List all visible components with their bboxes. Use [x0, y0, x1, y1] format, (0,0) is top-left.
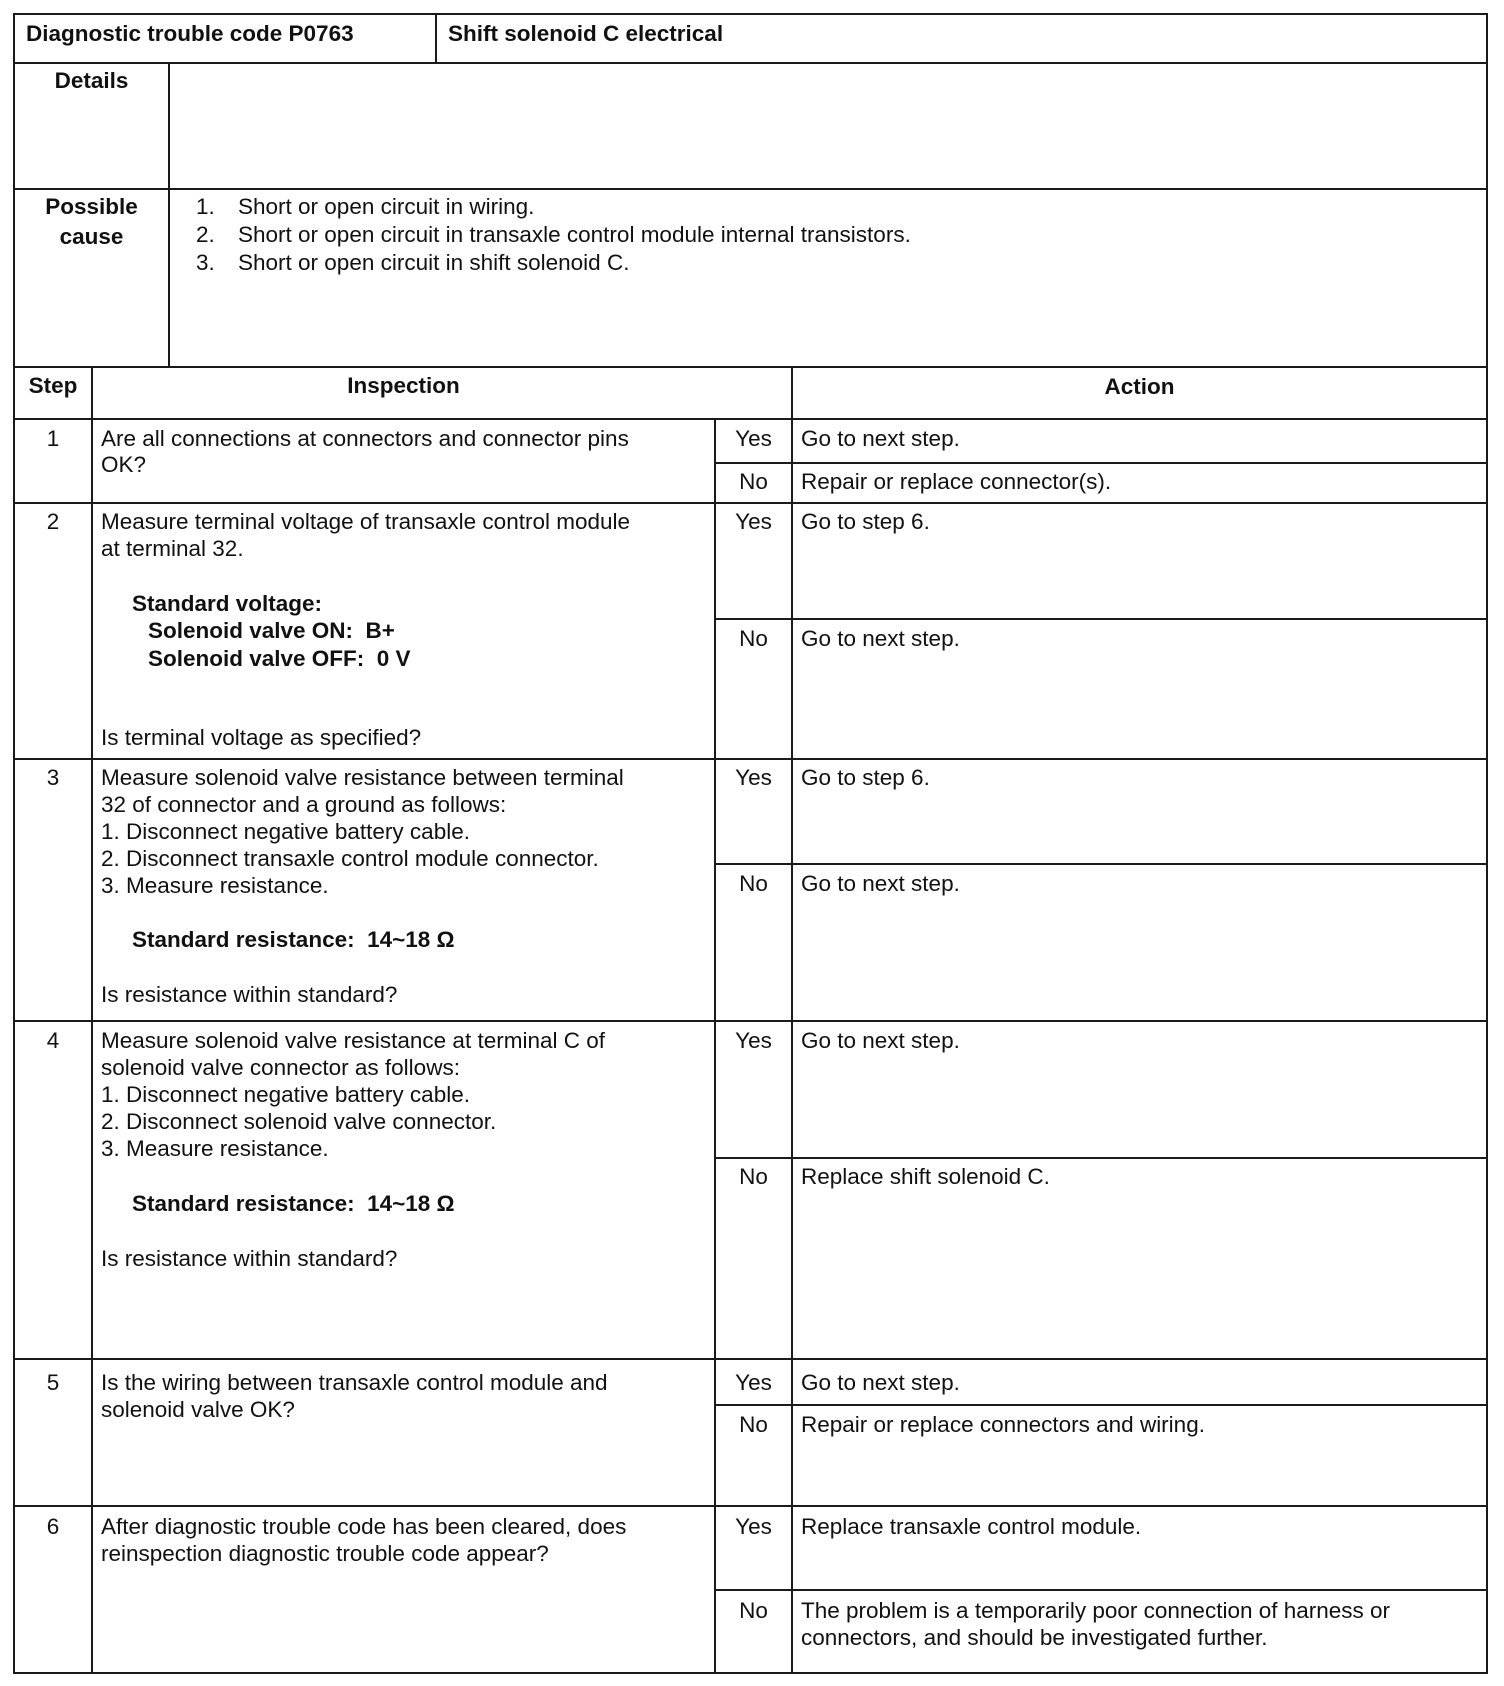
- rule-step2-mid: [714, 618, 1488, 620]
- step-inspection-line: Is the wiring between transaxle control module and: [101, 1370, 608, 1395]
- rule-action-col: [791, 366, 793, 1674]
- step-inspection-line: 2. Disconnect solenoid valve connector.: [101, 1109, 497, 1134]
- no-label: No: [739, 1164, 768, 1189]
- rule-step6-mid: [714, 1589, 1488, 1591]
- details-label: Details: [54, 68, 129, 93]
- no-label: No: [739, 469, 768, 494]
- possible-cause-label-line2: cause: [59, 224, 124, 249]
- yes-label: Yes: [735, 1514, 772, 1539]
- step-inspection-line: Are all connections at connectors and connector pins: [101, 426, 629, 451]
- column-header-inspection: Inspection: [347, 373, 460, 398]
- no-action-line: The problem is a temporarily poor connection of harness or: [801, 1598, 1391, 1623]
- step-inspection-line: OK?: [101, 452, 147, 477]
- no-action-line: connectors, and should be investigated further.: [801, 1625, 1268, 1650]
- yes-action: Go to next step.: [801, 1370, 960, 1395]
- dtc-code-label: Diagnostic trouble code P0763: [26, 21, 354, 46]
- dtc-title: Shift solenoid C electrical: [448, 21, 724, 46]
- rule-cause-bottom: [13, 366, 1488, 368]
- step-inspection-line: After diagnostic trouble code has been cleared, does: [101, 1514, 627, 1539]
- rule-step-col: [91, 366, 93, 1674]
- rule-label-divider: [168, 62, 170, 368]
- cause-item-text: Short or open circuit in wiring.: [238, 194, 535, 219]
- step-number: 4: [46, 1028, 60, 1053]
- spec-line: Standard resistance: 14~18 Ω: [132, 1191, 455, 1216]
- step-number: 3: [46, 765, 60, 790]
- step-inspection-line: Measure solenoid valve resistance between terminal: [101, 765, 624, 790]
- step-inspection-line: 32 of connector and a ground as follows:: [101, 792, 507, 817]
- rule-step3-mid: [714, 863, 1488, 865]
- rule-left: [13, 13, 15, 1674]
- rule-top: [13, 13, 1488, 15]
- yes-label: Yes: [735, 765, 772, 790]
- no-action: Replace shift solenoid C.: [801, 1164, 1050, 1189]
- step-number: 5: [46, 1370, 60, 1395]
- step-inspection-line: Measure solenoid valve resistance at terminal C of: [101, 1028, 605, 1053]
- step-number: 1: [46, 426, 60, 451]
- rule-step1-mid: [714, 462, 1488, 464]
- step-number: 6: [46, 1514, 60, 1539]
- yes-action: Go to step 6.: [801, 765, 930, 790]
- rule-step3-bottom: [13, 1020, 1488, 1022]
- step-inspection-line: 1. Disconnect negative battery cable.: [101, 819, 470, 844]
- possible-cause-label-line1: Possible: [45, 194, 138, 219]
- rule-header-divider: [435, 13, 437, 64]
- rule-bottom: [13, 1672, 1488, 1674]
- step-inspection-line: solenoid valve OK?: [101, 1397, 295, 1422]
- no-label: No: [739, 626, 768, 651]
- cause-item-number: 3.: [196, 250, 215, 275]
- cause-item-number: 1.: [196, 194, 215, 219]
- rule-colhead-bottom: [13, 418, 1488, 420]
- step-question: Is resistance within standard?: [101, 1246, 398, 1271]
- step-inspection-line: 1. Disconnect negative battery cable.: [101, 1082, 470, 1107]
- yes-action: Go to next step.: [801, 426, 960, 451]
- column-header-action: Action: [1104, 374, 1175, 399]
- no-label: No: [739, 1412, 768, 1437]
- step-inspection-line: Measure terminal voltage of transaxle control module: [101, 509, 631, 534]
- yes-action: Go to step 6.: [801, 509, 930, 534]
- step-inspection-line: at terminal 32.: [101, 536, 244, 561]
- rule-step1-bottom: [13, 502, 1488, 504]
- spec-line: Standard resistance: 14~18 Ω: [132, 927, 455, 952]
- rule-step2-bottom: [13, 758, 1488, 760]
- yes-label: Yes: [735, 509, 772, 534]
- spec-line: Solenoid valve ON: B+: [148, 618, 395, 643]
- step-question: Is resistance within standard?: [101, 982, 398, 1007]
- rule-details-bottom: [13, 188, 1488, 190]
- yes-action: Replace transaxle control module.: [801, 1514, 1142, 1539]
- no-action: Go to next step.: [801, 626, 960, 651]
- cause-item-text: Short or open circuit in shift solenoid C.: [238, 250, 630, 275]
- spec-title: Standard voltage:: [132, 591, 323, 616]
- no-action: Repair or replace connector(s).: [801, 469, 1112, 494]
- yes-label: Yes: [735, 1370, 772, 1395]
- step-number: 2: [46, 509, 60, 534]
- rule-step5-bottom: [13, 1505, 1488, 1507]
- step-inspection-line: 3. Measure resistance.: [101, 873, 329, 898]
- yes-label: Yes: [735, 1028, 772, 1053]
- step-question: Is terminal voltage as specified?: [101, 725, 422, 750]
- step-inspection-line: 2. Disconnect transaxle control module connector.: [101, 846, 599, 871]
- step-inspection-line: 3. Measure resistance.: [101, 1136, 329, 1161]
- no-label: No: [739, 1598, 768, 1623]
- step-inspection-line: solenoid valve connector as follows:: [101, 1055, 460, 1080]
- yes-label: Yes: [735, 426, 772, 451]
- rule-header-bottom: [13, 62, 1488, 64]
- yes-action: Go to next step.: [801, 1028, 960, 1053]
- column-header-step: Step: [28, 373, 78, 398]
- rule-right: [1486, 13, 1488, 1674]
- spec-line: Solenoid valve OFF: 0 V: [148, 646, 411, 671]
- rule-step4-bottom: [13, 1358, 1488, 1360]
- no-action: Repair or replace connectors and wiring.: [801, 1412, 1205, 1437]
- cause-item-text: Short or open circuit in transaxle control module internal transistors.: [238, 222, 911, 247]
- step-inspection-line: reinspection diagnostic trouble code appear?: [101, 1541, 549, 1566]
- cause-item-number: 2.: [196, 222, 215, 247]
- no-action: Go to next step.: [801, 871, 960, 896]
- no-label: No: [739, 871, 768, 896]
- rule-step4-mid: [714, 1157, 1488, 1159]
- rule-step5-mid: [714, 1404, 1488, 1406]
